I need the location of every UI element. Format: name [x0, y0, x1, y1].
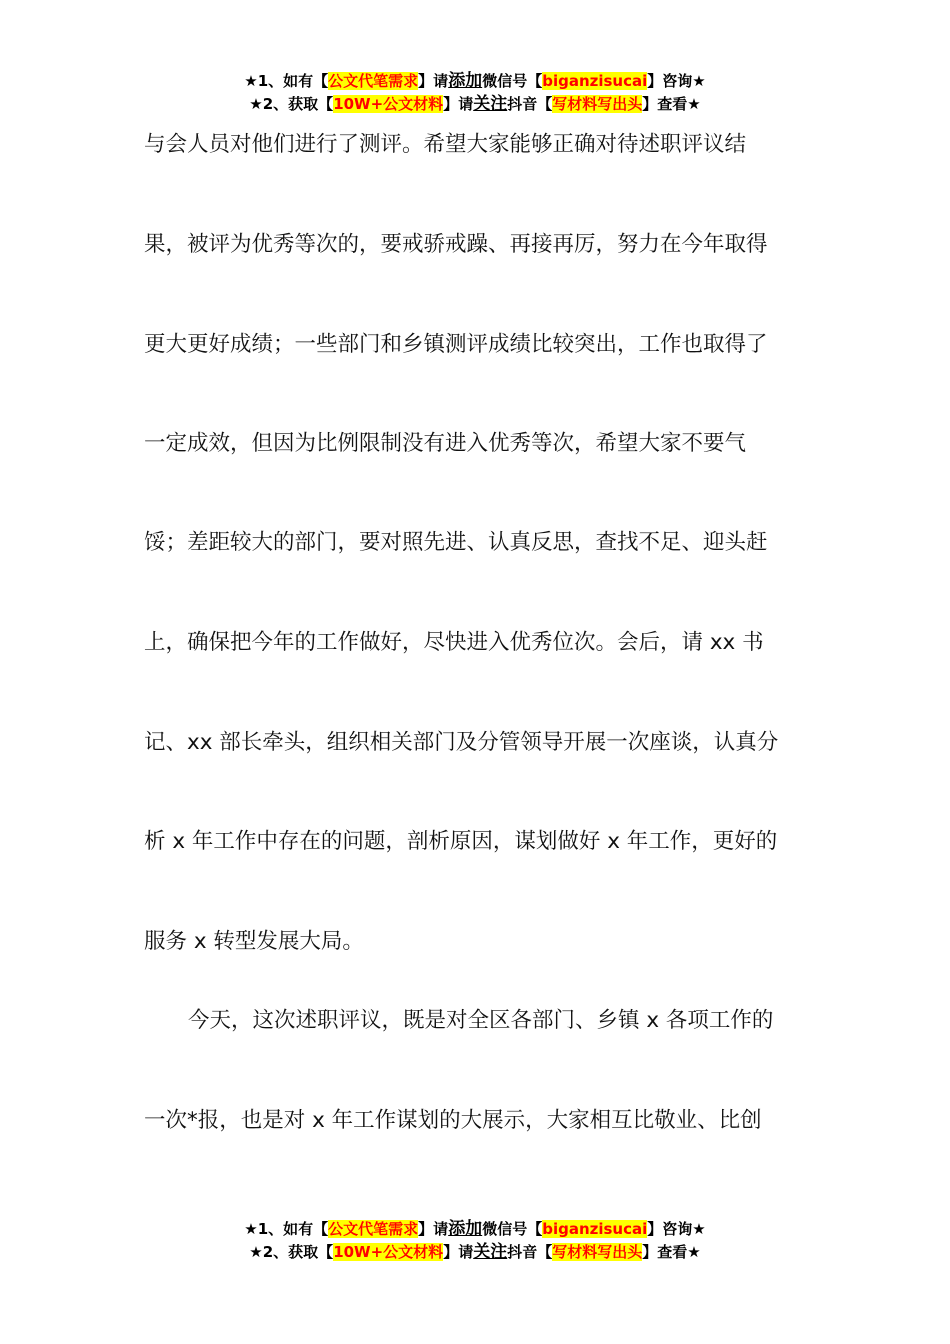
bracket-close: 】请: [443, 95, 474, 113]
banner-suffix: 】查看★: [642, 95, 701, 113]
highlight-douyin-account: 写材料写出头: [552, 1243, 643, 1261]
header-banner: [0, 70, 950, 116]
highlight-wechat-id: biganzisucai: [542, 72, 648, 90]
emphasis-word: 添加: [448, 1219, 483, 1239]
banner-prefix: ★2、获取: [249, 1243, 319, 1261]
body-line-8: 析 x 年工作中存在的问题，剖析原因，谋划做好 x 年工作，更好的: [144, 829, 778, 854]
emphasis-word: 关注: [473, 94, 508, 114]
banner-mid-text: 抖音: [507, 95, 538, 113]
banner-prefix: ★1、如有: [244, 72, 314, 90]
bracket-open: 【: [313, 72, 329, 90]
banner-mid-text: 微信号: [482, 72, 528, 90]
bracket-close: 】请: [418, 72, 449, 90]
banner-mid-text: 微信号: [482, 1220, 528, 1238]
highlight-douyin-account: 写材料写出头: [552, 95, 643, 113]
body-line-3: 更大更好成绩；一些部门和乡镇测评成绩比较突出，工作也取得了: [144, 332, 768, 357]
body-line-2: 果，被评为优秀等次的，要戒骄戒躁、再接再厉，努力在今年取得: [144, 232, 768, 257]
bracket-open: 【: [527, 1220, 543, 1238]
body-line-5: 馁；差距较大的部门，要对照先进、认真反思，查找不足、迎头赶: [144, 530, 768, 555]
bracket-open: 【: [313, 1220, 329, 1238]
bracket-close: 】请: [418, 1220, 449, 1238]
highlight-service: 公文代笔需求: [328, 1220, 419, 1238]
body-line-4: 一定成效，但因为比例限制没有进入优秀等次，希望大家不要气: [144, 431, 747, 456]
body-line-7: 记、xx 部长牵头，组织相关部门及分管领导开展一次座谈，认真分: [144, 730, 779, 755]
bracket-close: 】请: [443, 1243, 474, 1261]
footer-banner-line-1: [0, 1218, 950, 1241]
bracket-open: 【: [527, 72, 543, 90]
banner-prefix: ★2、获取: [249, 95, 319, 113]
footer-banner: [0, 1218, 950, 1264]
banner-prefix: ★1、如有: [244, 1220, 314, 1238]
highlight-materials: 10W+公文材料: [333, 95, 444, 113]
header-banner-line-2: [0, 93, 950, 116]
highlight-materials: 10W+公文材料: [333, 1243, 444, 1261]
header-banner-line-1: [0, 70, 950, 93]
emphasis-word: 关注: [473, 1242, 508, 1262]
banner-suffix: 】咨询★: [647, 1220, 706, 1238]
highlight-service: 公文代笔需求: [328, 72, 419, 90]
bracket-open: 【: [318, 95, 334, 113]
banner-suffix: 】咨询★: [647, 72, 706, 90]
banner-suffix: 】查看★: [642, 1243, 701, 1261]
emphasis-word: 添加: [448, 71, 483, 91]
banner-mid-text: 抖音: [507, 1243, 538, 1261]
bracket-open: 【: [537, 95, 553, 113]
body-line-11: 一次*报，也是对 x 年工作谋划的大展示，大家相互比敬业、比创: [144, 1108, 762, 1133]
body-line-6: 上，确保把今年的工作做好，尽快进入优秀位次。会后，请 xx 书: [144, 630, 764, 655]
body-line-1: 与会人员对他们进行了测评。希望大家能够正确对待述职评议结: [144, 132, 747, 157]
body-line-9: 服务 x 转型发展大局。: [144, 929, 364, 954]
bracket-open: 【: [537, 1243, 553, 1261]
highlight-wechat-id: biganzisucai: [542, 1220, 648, 1238]
bracket-open: 【: [318, 1243, 334, 1261]
body-line-10-paragraph-start: 今天，这次述职评议，既是对全区各部门、乡镇 x 各项工作的: [188, 1008, 774, 1033]
footer-banner-line-2: [0, 1241, 950, 1264]
